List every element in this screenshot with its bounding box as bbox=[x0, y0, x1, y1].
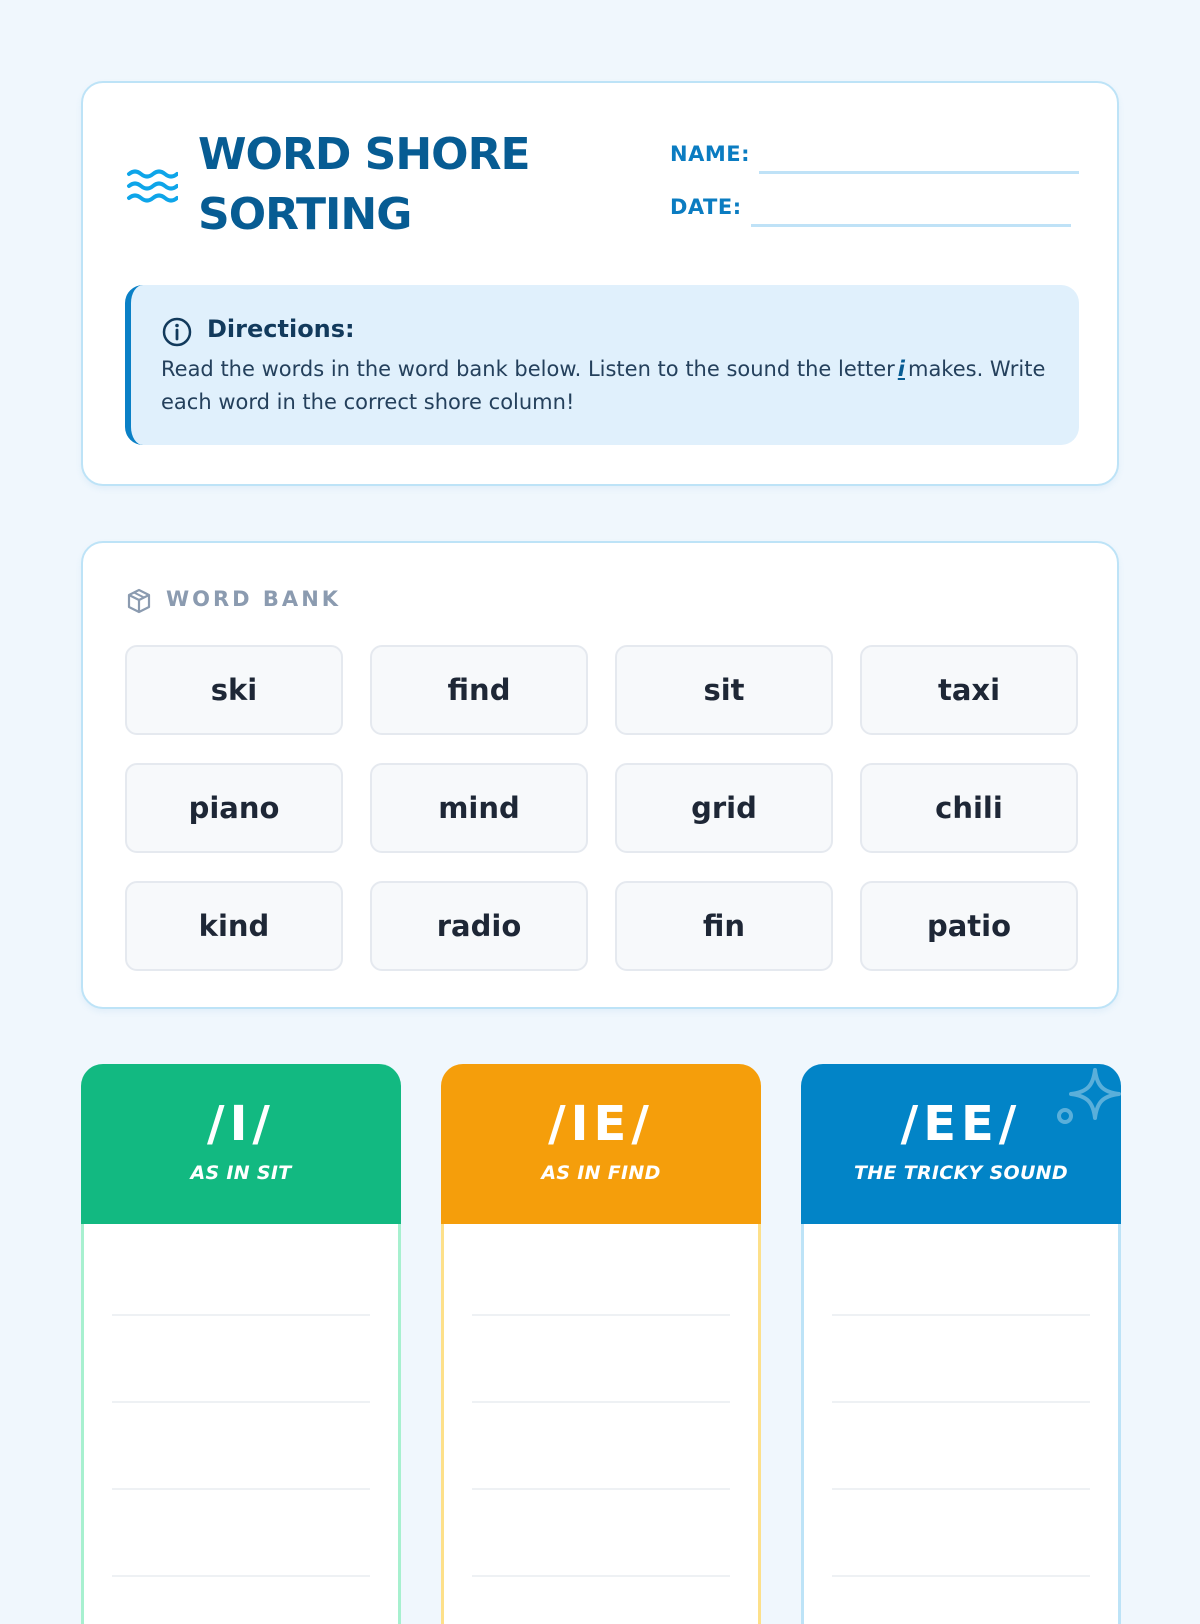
word-tile[interactable]: grid bbox=[615, 763, 833, 853]
word-tile[interactable]: sit bbox=[615, 645, 833, 735]
write-line[interactable] bbox=[472, 1488, 730, 1490]
write-line[interactable] bbox=[112, 1401, 370, 1403]
word-tile[interactable]: taxi bbox=[860, 645, 1078, 735]
waves-icon bbox=[126, 167, 178, 205]
write-line[interactable] bbox=[472, 1314, 730, 1316]
column-writing-area[interactable] bbox=[81, 1224, 401, 1624]
write-line[interactable] bbox=[832, 1488, 1090, 1490]
word-tile[interactable]: chili bbox=[860, 763, 1078, 853]
word-tile[interactable]: radio bbox=[370, 881, 588, 971]
header-card bbox=[81, 81, 1119, 486]
word-tile[interactable]: mind bbox=[370, 763, 588, 853]
write-line[interactable] bbox=[832, 1401, 1090, 1403]
info-icon bbox=[161, 316, 193, 348]
title-line-2: SORTING bbox=[198, 189, 412, 240]
column-writing-area[interactable] bbox=[441, 1224, 761, 1624]
sort-column-short-i bbox=[81, 1064, 401, 1624]
write-line[interactable] bbox=[472, 1575, 730, 1577]
write-line[interactable] bbox=[832, 1575, 1090, 1577]
sort-column-long-i bbox=[441, 1064, 761, 1624]
column-subtitle: THE TRICKY SOUND bbox=[854, 1162, 1068, 1184]
column-writing-area[interactable] bbox=[801, 1224, 1121, 1624]
directions-title: Directions: bbox=[207, 315, 355, 343]
word-tile[interactable]: kind bbox=[125, 881, 343, 971]
directions-text-after: makes. Write each word in the correct shore column! bbox=[161, 357, 1046, 414]
word-bank-card bbox=[81, 541, 1119, 1009]
write-line[interactable] bbox=[112, 1575, 370, 1577]
column-header bbox=[801, 1064, 1121, 1224]
sort-column-ee bbox=[801, 1064, 1121, 1624]
word-tile[interactable]: fin bbox=[615, 881, 833, 971]
word-tile[interactable]: find bbox=[370, 645, 588, 735]
word-tile[interactable]: patio bbox=[860, 881, 1078, 971]
name-field[interactable] bbox=[759, 171, 1079, 174]
box-icon bbox=[126, 588, 152, 614]
directions-box bbox=[125, 285, 1079, 445]
column-sound: /I/ bbox=[207, 1096, 275, 1152]
word-tile[interactable]: ski bbox=[125, 645, 343, 735]
directions-text bbox=[161, 353, 1061, 419]
directions-text-before: Read the words in the word bank below. Listen to the sound the letter bbox=[161, 357, 895, 381]
write-line[interactable] bbox=[832, 1314, 1090, 1316]
page-title bbox=[198, 125, 618, 245]
column-header bbox=[81, 1064, 401, 1224]
column-sound: /IE/ bbox=[548, 1096, 654, 1152]
write-line[interactable] bbox=[112, 1488, 370, 1490]
date-label: DATE: bbox=[670, 195, 742, 219]
word-grid bbox=[125, 645, 1079, 971]
title-line-1: WORD SHORE bbox=[198, 129, 530, 180]
word-bank-title: WORD BANK bbox=[166, 587, 342, 611]
word-tile[interactable]: piano bbox=[125, 763, 343, 853]
column-subtitle: AS IN SIT bbox=[190, 1162, 292, 1184]
date-field[interactable] bbox=[751, 224, 1071, 227]
column-header bbox=[441, 1064, 761, 1224]
write-line[interactable] bbox=[472, 1401, 730, 1403]
column-subtitle: AS IN FIND bbox=[541, 1162, 661, 1184]
column-sound: /EE/ bbox=[900, 1096, 1022, 1152]
target-letter: i bbox=[897, 357, 905, 381]
name-label: NAME: bbox=[670, 142, 750, 166]
write-line[interactable] bbox=[112, 1314, 370, 1316]
